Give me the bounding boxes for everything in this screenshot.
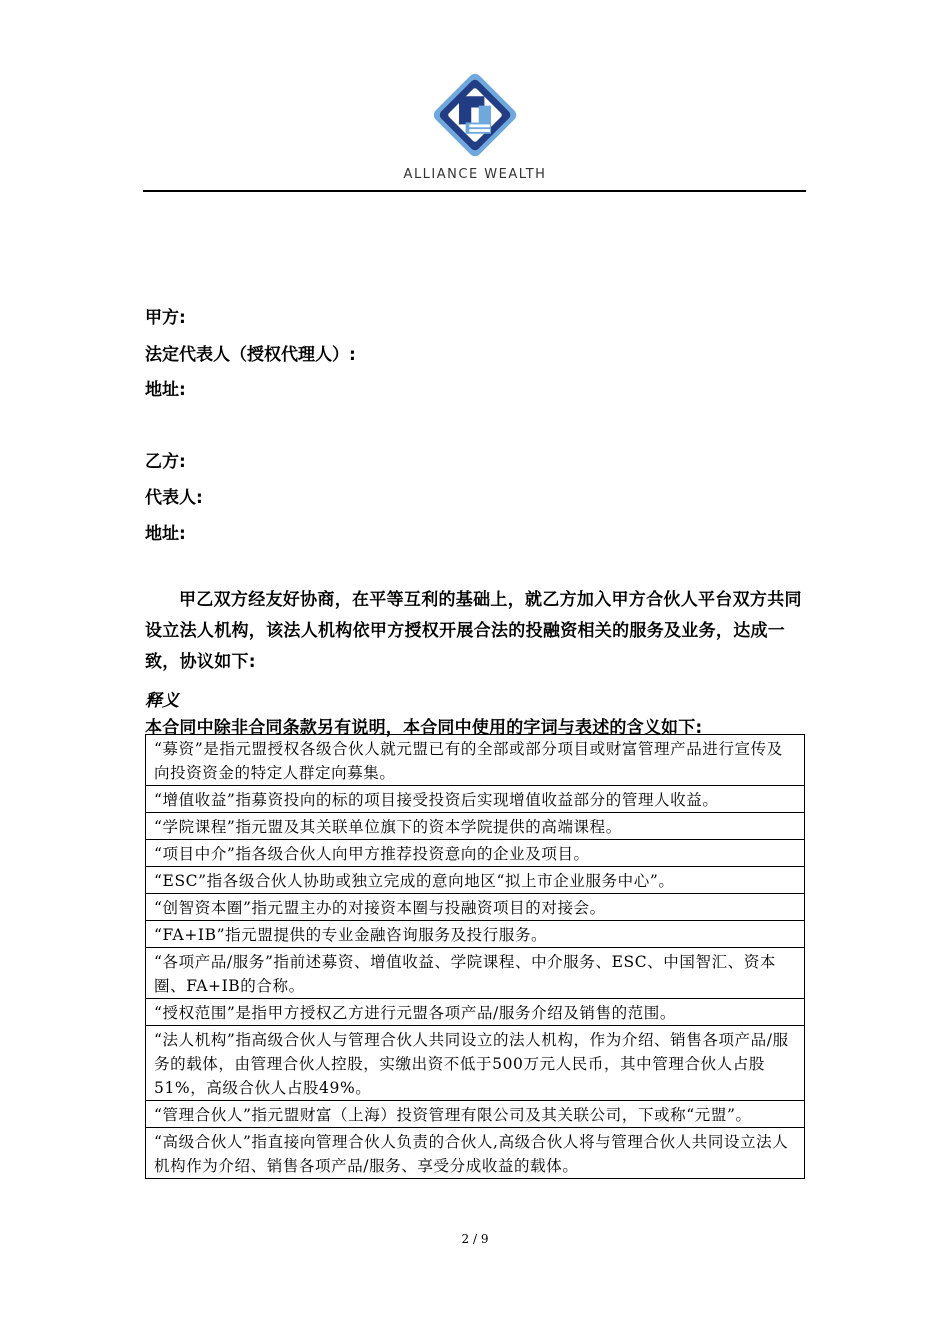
definition-cell: “管理合伙人”指元盟财富（上海）投资管理有限公司及其关联公司，下或称“元盟”。 bbox=[146, 1101, 805, 1128]
definition-cell: “增值收益”指募资投向的标的项目接受投资后实现增值收益部分的管理人收益。 bbox=[146, 786, 805, 813]
definitions-intro: 本合同中除非合同条款另有说明，本合同中使用的字词与表述的含义如下: bbox=[145, 718, 703, 738]
header-divider bbox=[143, 190, 806, 192]
definition-cell: “授权范围”是指甲方授权乙方进行元盟各项产品/服务介绍及销售的范围。 bbox=[146, 999, 805, 1026]
table-row bbox=[146, 840, 805, 867]
definition-cell: “各项产品/服务”指前述募资、增值收益、学院课程、中介服务、ESC、中国智汇、资本圈、FA+IB的合称。 bbox=[146, 948, 805, 999]
party-a-representative-label: 法定代表人（授权代理人）: bbox=[145, 345, 356, 365]
definition-cell: “募资”是指元盟授权各级合伙人就元盟已有的全部或部分项目或财富管理产品进行宣传及向投资资金的特定人群定向募集。 bbox=[146, 735, 805, 786]
table-row bbox=[146, 813, 805, 840]
table-row bbox=[146, 894, 805, 921]
table-row bbox=[146, 1026, 805, 1101]
definition-cell: “法人机构”指高级合伙人与管理合伙人共同设立的法人机构，作为介绍、销售各项产品/服务的载体，由管理合伙人控股，实缴出资不低于500万元人民币，其中管理合伙人占股51%，高级合伙人占股49%。 bbox=[146, 1026, 805, 1101]
table-row bbox=[146, 921, 805, 948]
table-row bbox=[146, 1128, 805, 1179]
table-row bbox=[146, 999, 805, 1026]
brand-name: ALLIANCE WEALTH bbox=[403, 167, 547, 182]
definition-cell: “FA+IB”指元盟提供的专业金融咨询服务及投行服务。 bbox=[146, 921, 805, 948]
table-row bbox=[146, 948, 805, 999]
table-row bbox=[146, 1101, 805, 1128]
definitions-table bbox=[145, 734, 805, 1179]
definitions-heading: 释义 bbox=[145, 691, 179, 711]
party-b-representative-label: 代表人: bbox=[145, 488, 203, 508]
definition-cell: “高级合伙人”指直接向管理合伙人负责的合伙人,高级合伙人将与管理合伙人共同设立法人机构作为介绍、销售各项产品/服务、享受分成收益的载体。 bbox=[146, 1128, 805, 1179]
definition-cell: “学院课程”指元盟及其关联单位旗下的资本学院提供的高端课程。 bbox=[146, 813, 805, 840]
party-b-address-label: 地址: bbox=[145, 524, 186, 544]
party-a-address-label: 地址: bbox=[145, 380, 186, 400]
definition-cell: “项目中介”指各级合伙人向甲方推荐投资意向的企业及项目。 bbox=[146, 840, 805, 867]
table-row bbox=[146, 786, 805, 813]
alliance-wealth-logo bbox=[428, 68, 522, 162]
intro-paragraph: 甲乙双方经友好协商，在平等互利的基础上，就乙方加入甲方合伙人平台双方共同设立法人机构，该法人机构依甲方授权开展合法的投融资相关的服务及业务，达成一致，协议如下: bbox=[145, 590, 802, 672]
definition-cell: “ESC”指各级合伙人协助或独立完成的意向地区“拟上市企业服务中心”。 bbox=[146, 867, 805, 894]
party-b-label: 乙方: bbox=[145, 452, 186, 472]
party-a-label: 甲方: bbox=[145, 308, 186, 328]
definition-cell: “创智资本圈”指元盟主办的对接资本圈与投融资项目的对接会。 bbox=[146, 894, 805, 921]
table-row bbox=[146, 735, 805, 786]
page-number: 2 / 9 bbox=[461, 1232, 489, 1246]
table-row bbox=[146, 867, 805, 894]
